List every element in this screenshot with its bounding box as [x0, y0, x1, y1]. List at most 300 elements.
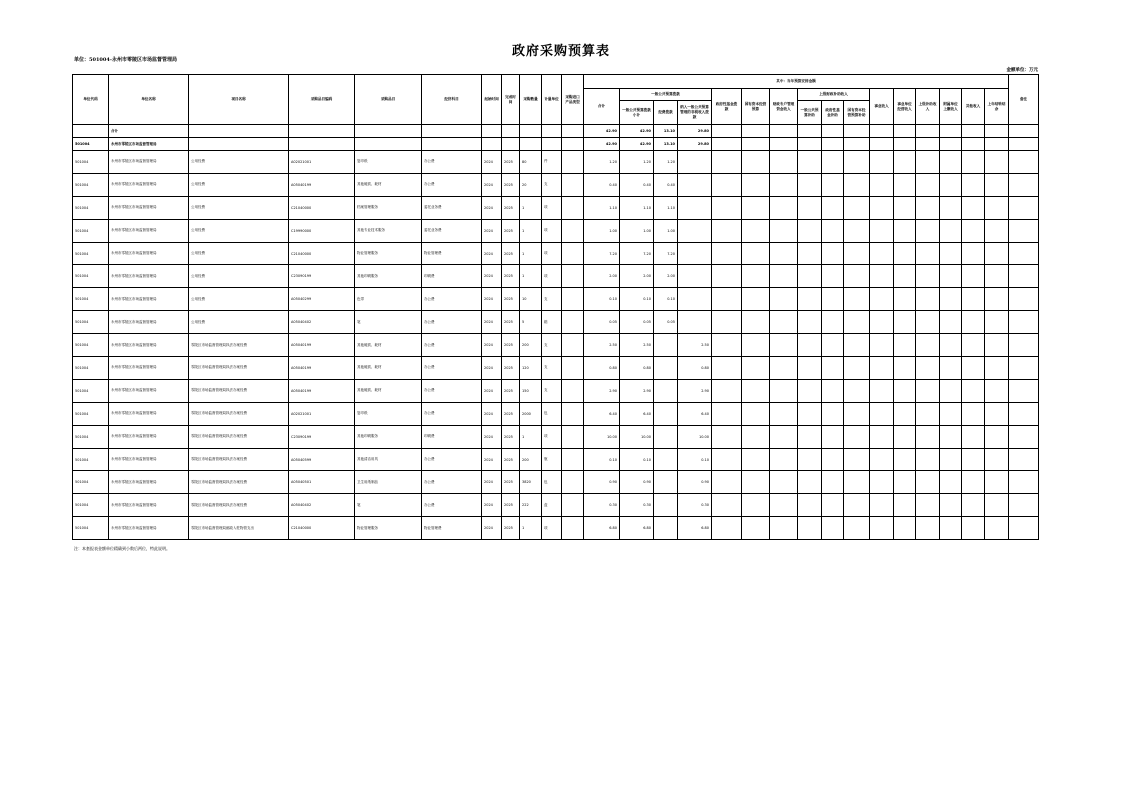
cell-meas: 项	[542, 219, 562, 242]
cell-empty	[844, 311, 870, 334]
cell-catname: 其他印刷服务	[355, 425, 422, 448]
cell-gen-nafrev: 6.80	[678, 517, 712, 540]
cell-empty	[1009, 402, 1039, 425]
cell-empty	[894, 379, 916, 402]
cell-empty	[940, 311, 962, 334]
cell-empty	[770, 242, 798, 265]
header-gen-jing: 经费拨款	[654, 101, 678, 125]
cell-empty	[870, 379, 894, 402]
cell-empty	[940, 334, 962, 357]
header-end: 完成时间	[502, 75, 520, 125]
cell-empty	[770, 151, 798, 174]
cell-empty	[798, 242, 822, 265]
cell-empty	[940, 151, 962, 174]
cell-catname: 笔	[355, 311, 422, 334]
cell-empty	[1009, 219, 1039, 242]
cell-catcode: A05040599	[289, 448, 355, 471]
cell-empty	[1009, 379, 1039, 402]
cell-gen-nafrev	[678, 173, 712, 196]
cell-empty	[742, 334, 770, 357]
cell-catname: 其他印刷服务	[355, 265, 422, 288]
cell-empty	[985, 517, 1009, 540]
cell-name: 永州市零陵区市场监督管理局	[109, 402, 189, 425]
cell-catname: 其他硬质、耗材	[355, 334, 422, 357]
header-catname: 采购品目	[355, 75, 422, 125]
cell-gen-jing	[654, 517, 678, 540]
report-title: 政府采购预算表	[511, 44, 610, 59]
cell-total: 6.80	[584, 517, 620, 540]
cell-sub: 办公费	[422, 494, 482, 517]
cell-empty	[844, 242, 870, 265]
cell-empty	[1009, 151, 1039, 174]
cell-empty	[870, 242, 894, 265]
cell-empty	[894, 219, 916, 242]
cell-empty	[798, 448, 822, 471]
cell-empty	[822, 517, 844, 540]
cell-name: 永州市零陵区市场监督管理局	[109, 173, 189, 196]
cell-catname: 其他硬质、耗材	[355, 379, 422, 402]
cell-code: 501004	[73, 311, 109, 334]
cell-gen-jing: 0.10	[654, 288, 678, 311]
cell-start: 2024	[482, 311, 502, 334]
cell-qty: 3820	[520, 471, 542, 494]
cell-empty	[894, 448, 916, 471]
cell-gen-total: 0.30	[620, 494, 654, 517]
cell-empty	[844, 265, 870, 288]
cell-gen-nafrev: 0.30	[678, 494, 712, 517]
table-row	[73, 265, 1039, 288]
cell-empty	[916, 402, 940, 425]
cell-sub: 办公费	[422, 402, 482, 425]
cell-empty	[712, 517, 742, 540]
cell-sub: 办公费	[422, 448, 482, 471]
cell-empty	[822, 357, 844, 380]
cell-empty	[742, 219, 770, 242]
cell-empty	[798, 311, 822, 334]
cell-empty	[870, 517, 894, 540]
cell-empty	[844, 425, 870, 448]
cell-qty: 2000	[520, 402, 542, 425]
cell-end: 2025	[502, 311, 520, 334]
cell-empty	[962, 357, 985, 380]
header-group-gen: 一般公共预算拨款	[620, 89, 712, 101]
cell-project: 零陵区市场监督管理局执法办案经费	[189, 425, 289, 448]
header-other: 其他收入	[962, 89, 985, 125]
cell-qty: 150	[520, 379, 542, 402]
header-self: 采购进口产品类型	[562, 75, 584, 125]
cell-total: 7.20	[584, 242, 620, 265]
money-unit-label: 金额单位：万元	[1006, 68, 1038, 73]
sum-gen-jing: 13.10	[654, 125, 678, 138]
cell-empty	[562, 242, 584, 265]
cell-catname: 笔	[355, 494, 422, 517]
table-row	[73, 402, 1039, 425]
cell-name: 永州市零陵区市场监督管理局	[109, 265, 189, 288]
cell-catcode: A05040199	[289, 379, 355, 402]
cell-start: 2024	[482, 425, 502, 448]
table-row	[73, 219, 1039, 242]
cell-gen-total: 7.20	[620, 242, 654, 265]
cell-gen-nafrev	[678, 219, 712, 242]
cell-empty	[894, 425, 916, 448]
cell-end: 2025	[502, 173, 520, 196]
cell-sub: 办公费	[422, 288, 482, 311]
cell-empty	[798, 471, 822, 494]
cell-code: 501004	[73, 288, 109, 311]
header-meas: 计量单位	[542, 75, 562, 125]
cell-empty	[940, 265, 962, 288]
cell-gen-jing: 1.10	[654, 196, 678, 219]
cell-empty	[940, 288, 962, 311]
cell-sub: 办公费	[422, 151, 482, 174]
cell-catcode: A05040501	[289, 471, 355, 494]
org-gen-total: 42.90	[620, 138, 654, 151]
cell-empty	[1009, 448, 1039, 471]
cell-gen-jing	[654, 402, 678, 425]
cell-empty	[770, 311, 798, 334]
cell-project: 零陵区市场监督管理局执法办案经费	[189, 379, 289, 402]
cell-empty	[870, 494, 894, 517]
cell-total: 1.00	[584, 219, 620, 242]
cell-total: 1.10	[584, 196, 620, 219]
cell-empty	[985, 151, 1009, 174]
unit-label: 单位：501004-永州市零陵区市场监督管理局	[74, 57, 177, 63]
cell-empty	[985, 173, 1009, 196]
cell-empty	[822, 311, 844, 334]
cell-qty: 20	[520, 173, 542, 196]
cell-start: 2024	[482, 219, 502, 242]
cell-empty	[962, 379, 985, 402]
cell-qty: 120	[520, 357, 542, 380]
cell-gen-nafrev: 10.00	[678, 425, 712, 448]
cell-meas: 项	[542, 265, 562, 288]
cell-empty	[712, 173, 742, 196]
cell-empty	[1009, 265, 1039, 288]
cell-project: 零陵区市场监督管理局执法办案经费	[189, 334, 289, 357]
cell-start: 2024	[482, 151, 502, 174]
cell-empty	[742, 288, 770, 311]
cell-empty	[870, 357, 894, 380]
cell-meas: 项	[542, 242, 562, 265]
cell-gen-total: 6.40	[620, 402, 654, 425]
org-label: 永州市零陵区市场监督管理局	[109, 138, 189, 151]
cell-empty	[770, 494, 798, 517]
cell-empty	[940, 219, 962, 242]
cell-empty	[916, 265, 940, 288]
cell-end: 2025	[502, 151, 520, 174]
cell-empty	[770, 288, 798, 311]
cell-empty	[562, 379, 584, 402]
cell-gen-jing	[654, 448, 678, 471]
cell-empty	[770, 425, 798, 448]
header-gen-nafrev: 纳入一般公共预算管理的非税收入拨款	[678, 101, 712, 125]
cell-empty	[742, 173, 770, 196]
cell-empty	[844, 196, 870, 219]
cell-total: 0.05	[584, 311, 620, 334]
cell-gen-jing: 0.40	[654, 173, 678, 196]
cell-name: 永州市零陵区市场监督管理局	[109, 334, 189, 357]
cell-empty	[770, 173, 798, 196]
cell-empty	[962, 448, 985, 471]
cell-empty	[844, 219, 870, 242]
cell-empty	[712, 151, 742, 174]
cell-empty	[562, 311, 584, 334]
cell-sub: 委托业务费	[422, 219, 482, 242]
cell-empty	[894, 265, 916, 288]
cell-gen-total: 6.80	[620, 517, 654, 540]
cell-gen-nafrev: 6.40	[678, 402, 712, 425]
cell-empty	[770, 379, 798, 402]
table-row	[73, 334, 1039, 357]
cell-empty	[940, 242, 962, 265]
sum-label: 合计	[109, 125, 189, 138]
cell-catcode: A02021001	[289, 402, 355, 425]
cell-empty	[916, 517, 940, 540]
header-gen-total: 一般公共预算拨款小计	[620, 101, 654, 125]
cell-gen-total: 0.40	[620, 173, 654, 196]
cell-meas: 包	[542, 402, 562, 425]
cell-empty	[870, 151, 894, 174]
cell-qty: 1	[520, 219, 542, 242]
cell-gen-jing	[654, 425, 678, 448]
cell-empty	[916, 151, 940, 174]
cell-empty	[798, 425, 822, 448]
cell-code: 501004	[73, 242, 109, 265]
cell-empty	[844, 402, 870, 425]
cell-empty	[712, 425, 742, 448]
cell-empty	[985, 334, 1009, 357]
cell-start: 2024	[482, 288, 502, 311]
cell-sub: 办公费	[422, 471, 482, 494]
cell-empty	[742, 448, 770, 471]
cell-empty	[822, 242, 844, 265]
header-biz-op: 事业单位经营收入	[894, 89, 916, 125]
cell-sub: 印刷费	[422, 265, 482, 288]
cell-empty	[962, 288, 985, 311]
cell-empty	[798, 173, 822, 196]
cell-empty	[962, 173, 985, 196]
cell-project: 零陵区市场监督管理局执法办案经费	[189, 471, 289, 494]
cell-empty	[962, 517, 985, 540]
cell-empty	[742, 242, 770, 265]
cell-empty	[562, 425, 584, 448]
cell-end: 2025	[502, 219, 520, 242]
cell-meas: 包	[542, 471, 562, 494]
cell-meas: 项	[542, 196, 562, 219]
header-up-fund: 政府性基金补助	[822, 101, 844, 125]
cell-end: 2025	[502, 196, 520, 219]
cell-empty	[870, 402, 894, 425]
cell-gen-jing: 1.20	[654, 151, 678, 174]
table-row	[73, 357, 1039, 380]
cell-empty	[562, 288, 584, 311]
cell-empty	[985, 311, 1009, 334]
cell-empty	[770, 517, 798, 540]
cell-empty	[712, 196, 742, 219]
cell-empty	[1009, 196, 1039, 219]
cell-empty	[770, 219, 798, 242]
cell-empty	[822, 173, 844, 196]
cell-gen-jing	[654, 494, 678, 517]
cell-catcode: A05040402	[289, 494, 355, 517]
cell-empty	[562, 494, 584, 517]
cell-gen-jing	[654, 334, 678, 357]
cell-empty	[962, 425, 985, 448]
header-code: 单位代码	[73, 75, 109, 125]
cell-start: 2024	[482, 265, 502, 288]
org-total: 42.90	[584, 138, 620, 151]
cell-catname: 档案管理服务	[355, 196, 422, 219]
cell-code: 501004	[73, 379, 109, 402]
cell-catcode: A05040199	[289, 334, 355, 357]
cell-empty	[562, 448, 584, 471]
cell-empty	[985, 379, 1009, 402]
cell-empty	[894, 494, 916, 517]
cell-gen-jing	[654, 357, 678, 380]
cell-empty	[798, 219, 822, 242]
cell-gen-nafrev	[678, 151, 712, 174]
cell-code: 501004	[73, 173, 109, 196]
cell-gen-total: 1.10	[620, 196, 654, 219]
cell-empty	[742, 379, 770, 402]
cell-empty	[894, 334, 916, 357]
cell-empty	[844, 494, 870, 517]
cell-empty	[844, 151, 870, 174]
cell-name: 永州市零陵区市场监督管理局	[109, 425, 189, 448]
cell-empty	[870, 288, 894, 311]
cell-start: 2024	[482, 196, 502, 219]
cell-project: 公用经费	[189, 242, 289, 265]
cell-total: 0.30	[584, 494, 620, 517]
cell-code: 501004	[73, 334, 109, 357]
cell-end: 2025	[502, 402, 520, 425]
cell-meas: 箱	[542, 311, 562, 334]
cell-empty	[962, 334, 985, 357]
org-code: 501004	[73, 138, 109, 151]
cell-sub: 办公费	[422, 357, 482, 380]
cell-empty	[742, 471, 770, 494]
cell-empty	[894, 357, 916, 380]
table-row	[73, 173, 1039, 196]
cell-empty	[940, 448, 962, 471]
cell-start: 2024	[482, 471, 502, 494]
cell-gen-total: 0.80	[620, 357, 654, 380]
cell-project: 公用经费	[189, 311, 289, 334]
cell-end: 2025	[502, 288, 520, 311]
cell-empty	[870, 219, 894, 242]
cell-empty	[770, 265, 798, 288]
cell-gen-jing: 2.00	[654, 265, 678, 288]
budget-table	[72, 74, 1039, 540]
cell-empty	[985, 471, 1009, 494]
cell-empty	[844, 288, 870, 311]
cell-empty	[770, 448, 798, 471]
cell-empty	[916, 357, 940, 380]
cell-catname: 其他硬质、耗材	[355, 173, 422, 196]
cell-name: 永州市零陵区市场监督管理局	[109, 357, 189, 380]
cell-empty	[562, 219, 584, 242]
cell-empty	[962, 196, 985, 219]
cell-empty	[985, 425, 1009, 448]
cell-total: 0.10	[584, 448, 620, 471]
cell-empty	[1009, 288, 1039, 311]
cell-empty	[798, 494, 822, 517]
header-fiscal: 财政专户管理资金收入	[770, 89, 798, 125]
cell-empty	[985, 242, 1009, 265]
cell-empty	[562, 334, 584, 357]
cell-meas: 件	[542, 151, 562, 174]
header-fund: 政府性基金拨款	[712, 89, 742, 125]
cell-empty	[940, 517, 962, 540]
cell-empty	[822, 471, 844, 494]
cell-name: 永州市零陵区市场监督管理局	[109, 448, 189, 471]
cell-meas: 盒	[542, 494, 562, 517]
cell-empty	[562, 402, 584, 425]
cell-meas: 项	[542, 425, 562, 448]
cell-empty	[916, 288, 940, 311]
cell-empty	[742, 517, 770, 540]
cell-empty	[798, 288, 822, 311]
cell-empty	[894, 288, 916, 311]
cell-empty	[962, 471, 985, 494]
header-sub: 经济科目	[422, 75, 482, 125]
cell-sub: 办公费	[422, 379, 482, 402]
cell-empty	[562, 517, 584, 540]
cell-end: 2025	[502, 494, 520, 517]
cell-catname: 复印纸	[355, 151, 422, 174]
cell-empty	[916, 219, 940, 242]
cell-catname: 色带	[355, 288, 422, 311]
cell-empty	[844, 334, 870, 357]
cell-empty	[742, 402, 770, 425]
cell-code: 501004	[73, 151, 109, 174]
cell-empty	[894, 517, 916, 540]
cell-empty	[562, 357, 584, 380]
cell-gen-nafrev: 0.10	[678, 448, 712, 471]
cell-end: 2025	[502, 448, 520, 471]
cell-empty	[562, 471, 584, 494]
header-project: 项目名称	[189, 75, 289, 125]
cell-catname: 物业管理服务	[355, 517, 422, 540]
cell-qty: 222	[520, 494, 542, 517]
cell-code: 501004	[73, 471, 109, 494]
cell-empty	[870, 471, 894, 494]
header-biz: 事业收入	[870, 89, 894, 125]
cell-empty	[798, 402, 822, 425]
cell-qty: 80	[520, 151, 542, 174]
cell-empty	[770, 471, 798, 494]
sum-gen-total: 42.90	[620, 125, 654, 138]
cell-name: 永州市零陵区市场监督管理局	[109, 242, 189, 265]
cell-empty	[742, 196, 770, 219]
cell-name: 永州市零陵区市场监督管理局	[109, 196, 189, 219]
cell-catcode: A05040199	[289, 173, 355, 196]
cell-gen-nafrev	[678, 311, 712, 334]
cell-qty: 1	[520, 196, 542, 219]
header-group-upper: 上级财政补助收入	[798, 89, 870, 101]
cell-empty	[962, 242, 985, 265]
cell-project: 公用经费	[189, 173, 289, 196]
cell-gen-total: 0.90	[620, 471, 654, 494]
cell-code: 501004	[73, 448, 109, 471]
cell-total: 1.20	[584, 151, 620, 174]
cell-start: 2024	[482, 242, 502, 265]
cell-end: 2025	[502, 379, 520, 402]
cell-catcode: C21040000	[289, 196, 355, 219]
cell-gen-total: 0.05	[620, 311, 654, 334]
header-catcode: 采购品目编码	[289, 75, 355, 125]
cell-empty	[712, 265, 742, 288]
